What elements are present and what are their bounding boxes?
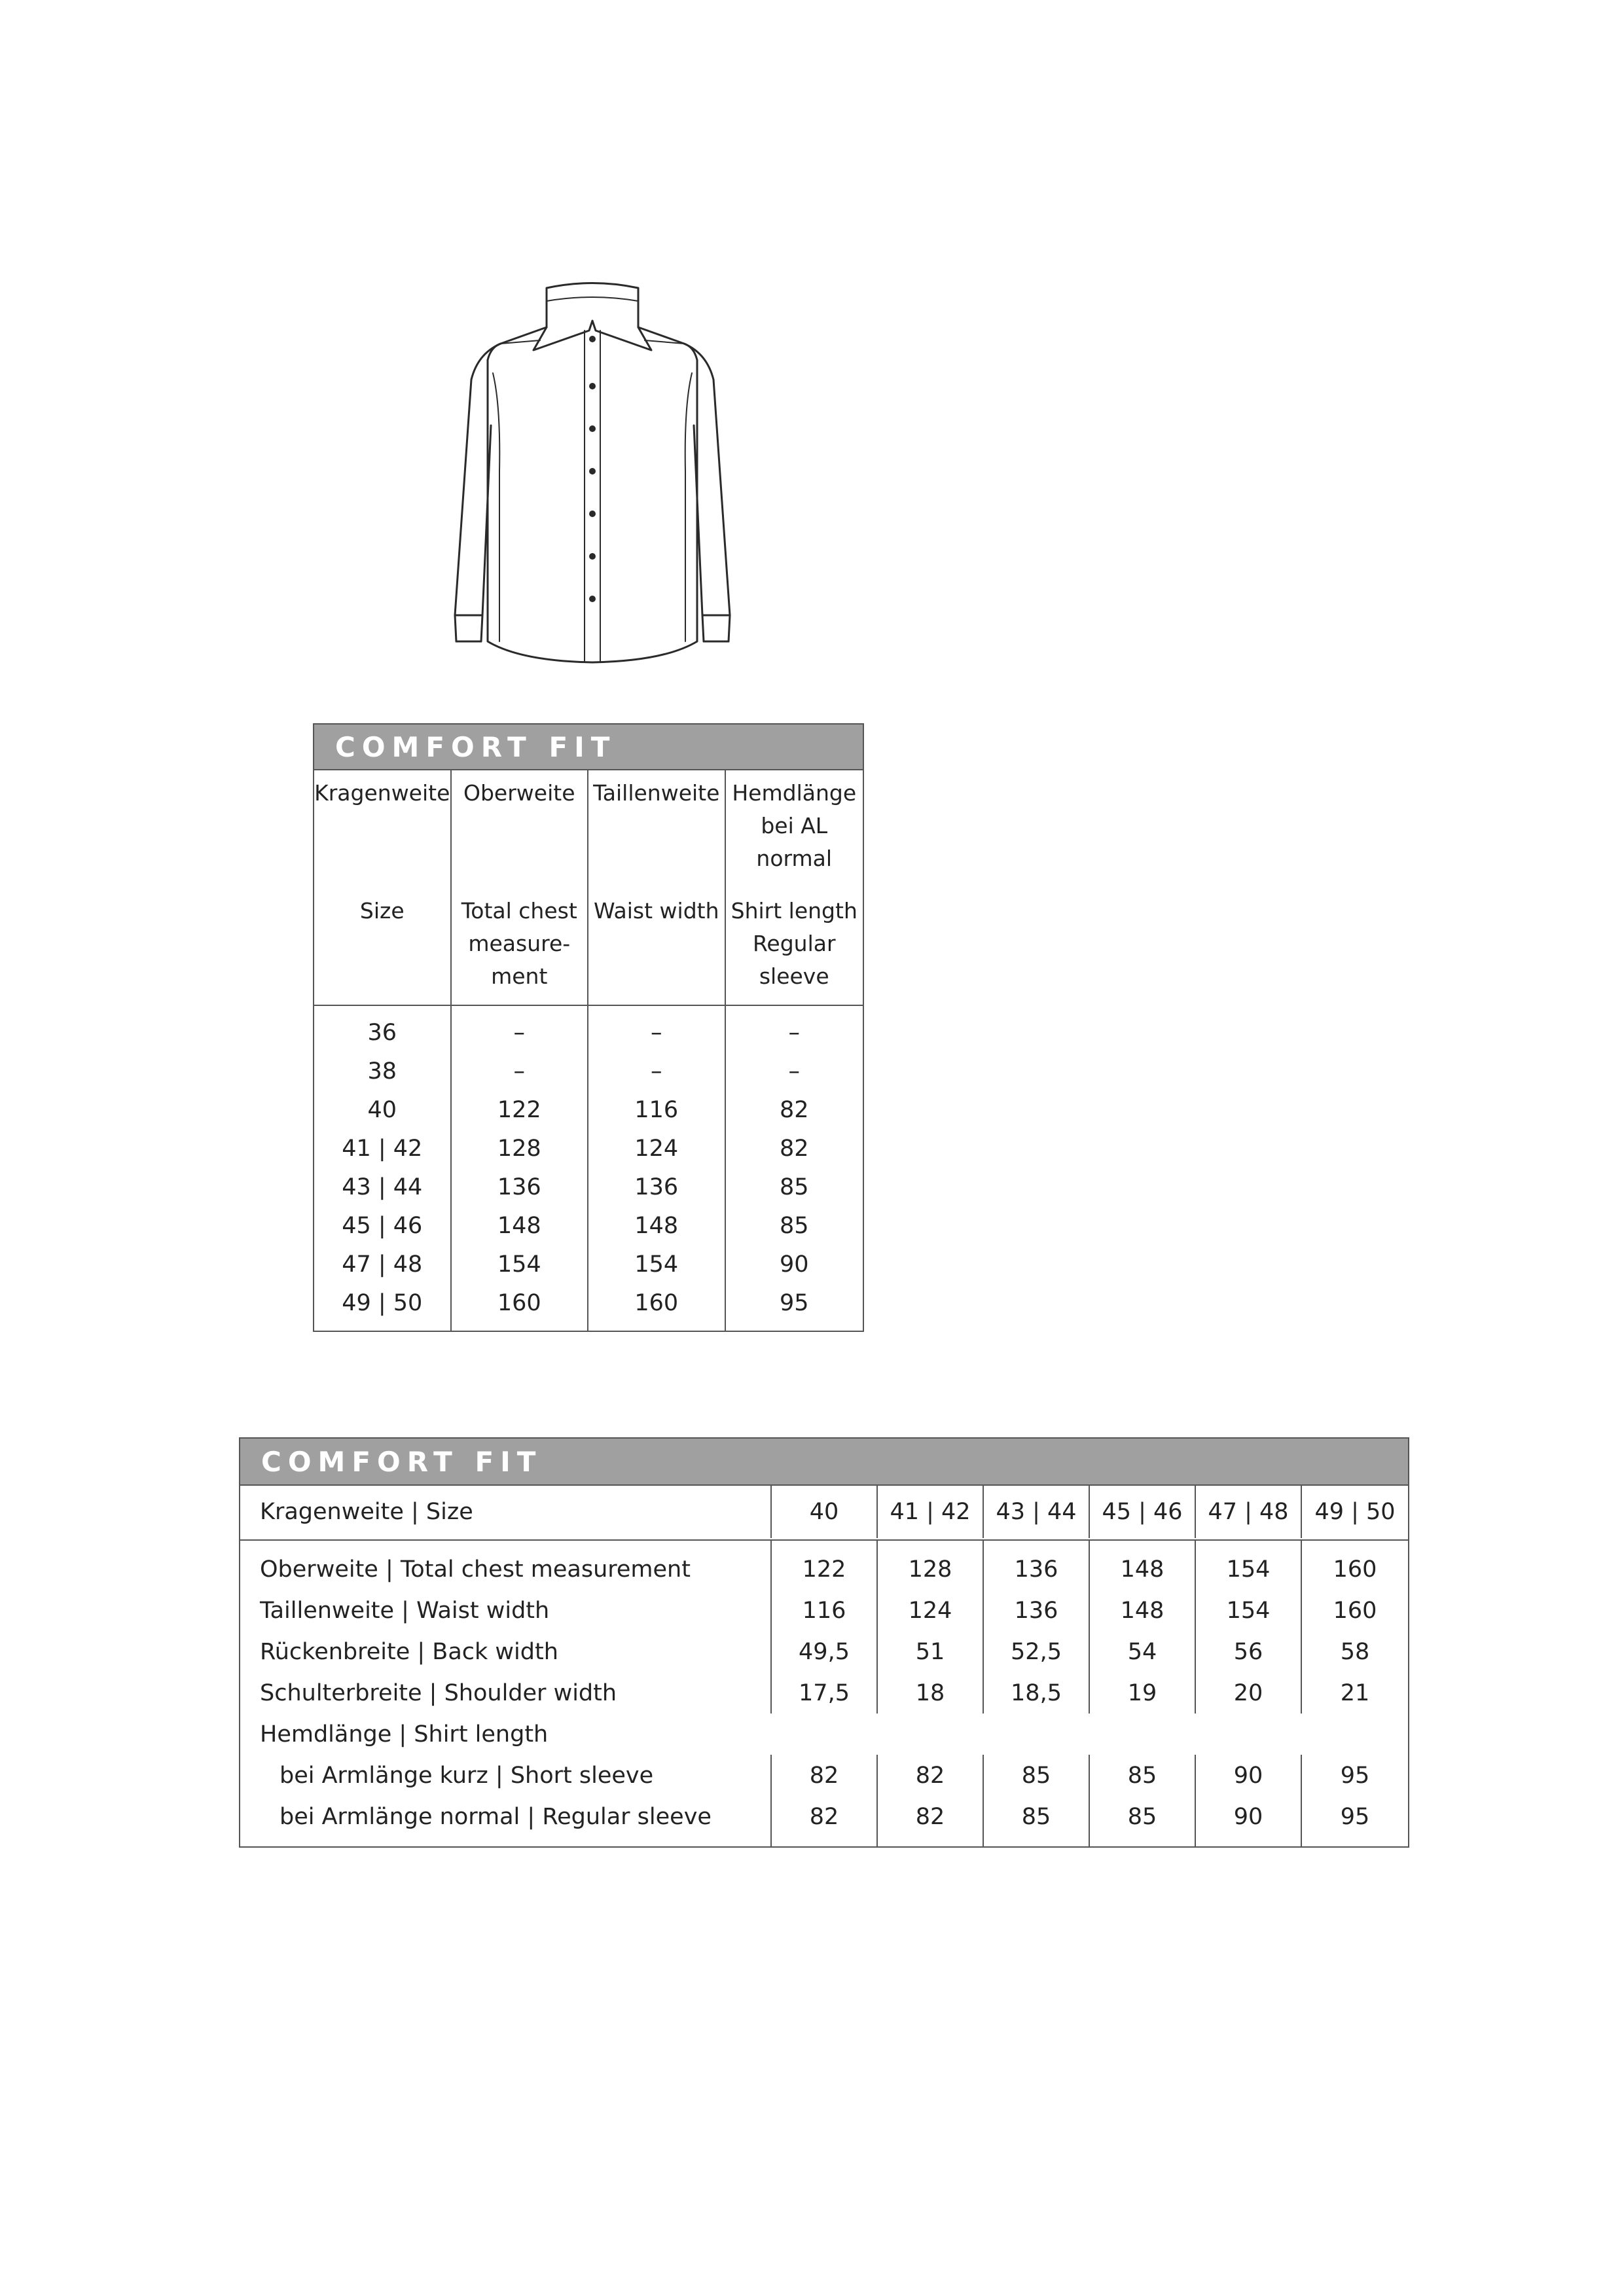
table-cell: 82 xyxy=(878,1755,984,1796)
table-row xyxy=(240,1796,1408,1837)
table-cell: 122 xyxy=(497,1097,541,1123)
size-header-cell: 43 | 44 xyxy=(984,1486,1090,1538)
column-header-german xyxy=(314,777,450,810)
table-cell: 85 xyxy=(984,1755,1090,1796)
table-cell: 124 xyxy=(634,1136,679,1162)
table-cell: – xyxy=(651,1058,662,1085)
spacer-cell xyxy=(1302,1837,1408,1846)
table-row xyxy=(240,1631,1408,1672)
row-label: Taillenweite | Waist width xyxy=(240,1590,772,1631)
column-header-english xyxy=(588,895,725,927)
spacer-cell xyxy=(772,1541,878,1549)
table1-column xyxy=(588,770,726,1331)
table1-column xyxy=(452,770,589,1331)
table-cell: – xyxy=(788,1058,800,1085)
table-cell: 56 xyxy=(1196,1631,1302,1672)
table-cell: 136 xyxy=(634,1174,679,1200)
table-cell: 154 xyxy=(497,1251,541,1278)
table-cell xyxy=(1302,1713,1408,1755)
header-line: Kragenweite xyxy=(314,780,450,806)
row-label: bei Armlänge normal | Regular sleeve xyxy=(240,1796,772,1837)
table-cell: 122 xyxy=(772,1549,878,1590)
table-cell: 136 xyxy=(984,1590,1090,1631)
spacer-cell xyxy=(1090,1541,1196,1549)
table-cell: 21 xyxy=(1340,1679,1370,1706)
header-line: sleeve xyxy=(759,963,829,989)
header-line: bei AL xyxy=(761,813,828,838)
table-cell: 116 xyxy=(634,1097,679,1123)
header-line: Taillenweite xyxy=(593,780,720,806)
table1-column-header xyxy=(726,770,863,1006)
table-cell: 95 xyxy=(1340,1762,1370,1789)
table-cell: 52,5 xyxy=(984,1631,1090,1672)
table-cell: 43 | 44 xyxy=(342,1174,423,1200)
spacer-cell xyxy=(1302,1541,1408,1549)
table-cell: 160 xyxy=(497,1290,541,1316)
table-cell: 124 xyxy=(878,1590,984,1631)
spacer-cell xyxy=(878,1837,984,1846)
table-cell: 154 xyxy=(1196,1590,1302,1631)
table2-title: COMFORT FIT xyxy=(240,1439,1408,1486)
table-cell: 49,5 xyxy=(772,1631,878,1672)
table-cell: – xyxy=(788,1020,800,1046)
header-line: Waist width xyxy=(594,898,719,924)
table-cell: 154 xyxy=(1196,1549,1302,1590)
table-cell: 82 xyxy=(779,1136,809,1162)
table-cell: 154 xyxy=(634,1251,679,1278)
table-cell xyxy=(878,1713,984,1755)
size-header-cell: 49 | 50 xyxy=(1314,1499,1396,1525)
table-cell: 49 | 50 xyxy=(342,1290,423,1316)
table-cell: 85 xyxy=(1090,1796,1196,1837)
table1-column-body xyxy=(314,1006,450,1331)
table-cell xyxy=(984,1713,1090,1755)
table-cell: 148 xyxy=(634,1213,679,1239)
row-label: Schulterbreite | Shoulder width xyxy=(240,1672,772,1713)
table-cell: 82 xyxy=(878,1796,984,1837)
table1-column-body xyxy=(588,1006,725,1331)
column-header-german xyxy=(588,777,725,810)
table2-header-label: Kragenweite | Size xyxy=(240,1486,772,1538)
table1-column xyxy=(726,770,863,1331)
table-cell: 85 xyxy=(779,1213,809,1239)
table1-grid xyxy=(314,770,863,1331)
header-line: ment xyxy=(491,963,548,989)
header-line: normal xyxy=(756,846,833,871)
header-line: Regular xyxy=(752,931,836,956)
table-cell: 160 xyxy=(1333,1556,1377,1583)
table-cell: 36 xyxy=(367,1020,397,1046)
header-line: Hemdlänge xyxy=(732,780,857,806)
table-cell: 90 xyxy=(779,1251,809,1278)
row-label: bei Armlänge kurz | Short sleeve xyxy=(240,1755,772,1796)
table2-header-row xyxy=(240,1486,1408,1541)
header-line: measure- xyxy=(468,931,571,956)
size-table-vertical xyxy=(313,723,864,1332)
header-line: Shirt length xyxy=(731,898,857,924)
table-cell: 82 xyxy=(772,1796,878,1837)
table-cell: 148 xyxy=(497,1213,541,1239)
size-header-cell: 47 | 48 xyxy=(1196,1486,1302,1538)
table-cell: 82 xyxy=(779,1097,809,1123)
spacer-cell xyxy=(240,1541,772,1549)
table-cell: 82 xyxy=(772,1755,878,1796)
table2-spacer xyxy=(240,1837,1408,1846)
table-cell: 18,5 xyxy=(984,1672,1090,1713)
table-cell: 45 | 46 xyxy=(342,1213,423,1239)
table1-column-header xyxy=(452,770,588,1006)
header-line: Oberweite xyxy=(463,780,575,806)
table-cell: – xyxy=(651,1020,662,1046)
column-header-german xyxy=(726,777,863,875)
table-cell: 136 xyxy=(497,1174,541,1200)
table-cell: 41 | 42 xyxy=(342,1136,423,1162)
table1-column-header xyxy=(314,770,450,1006)
table1-column-body xyxy=(726,1006,863,1331)
table-cell: 40 xyxy=(367,1097,397,1123)
table-cell: 85 xyxy=(1090,1755,1196,1796)
table-row xyxy=(240,1713,1408,1755)
table-cell: 58 xyxy=(1340,1638,1370,1665)
table1-column-body xyxy=(452,1006,588,1331)
column-header-german xyxy=(452,777,588,810)
table-cell: 90 xyxy=(1196,1755,1302,1796)
table-row xyxy=(240,1590,1408,1631)
table-cell: – xyxy=(513,1020,525,1046)
table-cell: 160 xyxy=(634,1290,679,1316)
table-cell: 148 xyxy=(1090,1590,1196,1631)
table-cell: 136 xyxy=(984,1549,1090,1590)
table-cell: 160 xyxy=(1333,1597,1377,1624)
table-cell: 38 xyxy=(367,1058,397,1085)
spacer-cell xyxy=(984,1837,1090,1846)
column-header-english xyxy=(726,895,863,993)
header-line: Size xyxy=(359,898,405,924)
table-cell: 47 | 48 xyxy=(342,1251,423,1278)
table-cell: 95 xyxy=(1340,1803,1370,1830)
spacer-cell xyxy=(240,1837,772,1846)
table-row xyxy=(240,1672,1408,1713)
table-cell: 148 xyxy=(1090,1549,1196,1590)
size-header-cell: 41 | 42 xyxy=(878,1486,984,1538)
table-cell: 51 xyxy=(878,1631,984,1672)
table-cell: 18 xyxy=(878,1672,984,1713)
table-cell: 90 xyxy=(1196,1796,1302,1837)
table-cell: 17,5 xyxy=(772,1672,878,1713)
spacer-cell xyxy=(1196,1837,1302,1846)
table-cell: 95 xyxy=(779,1290,809,1316)
table2-body xyxy=(240,1541,1408,1846)
table-cell: 128 xyxy=(497,1136,541,1162)
table-cell: 20 xyxy=(1196,1672,1302,1713)
table-cell: 85 xyxy=(984,1796,1090,1837)
table-cell: 116 xyxy=(772,1590,878,1631)
header-line: Total chest xyxy=(461,898,577,924)
table-cell xyxy=(772,1713,878,1755)
spacer-cell xyxy=(1090,1837,1196,1846)
spacer-cell xyxy=(1196,1541,1302,1549)
table-cell: 19 xyxy=(1090,1672,1196,1713)
row-label: Oberweite | Total chest measurement xyxy=(240,1549,772,1590)
table1-column-header xyxy=(588,770,725,1006)
size-header-cell: 45 | 46 xyxy=(1090,1486,1196,1538)
table-cell xyxy=(1090,1713,1196,1755)
size-header-cell: 40 xyxy=(772,1486,878,1538)
spacer-cell xyxy=(878,1541,984,1549)
table-cell: 54 xyxy=(1090,1631,1196,1672)
table2-spacer xyxy=(240,1541,1408,1549)
table1-title: COMFORT FIT xyxy=(314,725,863,770)
row-label: Hemdlänge | Shirt length xyxy=(260,1721,549,1748)
shirt-illustration xyxy=(442,275,743,674)
table-cell: 128 xyxy=(878,1549,984,1590)
column-header-english xyxy=(452,895,588,993)
table1-column xyxy=(314,770,452,1331)
table-cell: – xyxy=(513,1058,525,1085)
row-label: Rückenbreite | Back width xyxy=(240,1631,772,1672)
spacer-cell xyxy=(984,1541,1090,1549)
size-table-horizontal xyxy=(239,1437,1409,1848)
spacer-cell xyxy=(772,1837,878,1846)
table-row xyxy=(240,1755,1408,1796)
column-header-english xyxy=(314,895,450,927)
table-row xyxy=(240,1549,1408,1590)
table-cell xyxy=(1196,1713,1302,1755)
table-cell: 85 xyxy=(779,1174,809,1200)
